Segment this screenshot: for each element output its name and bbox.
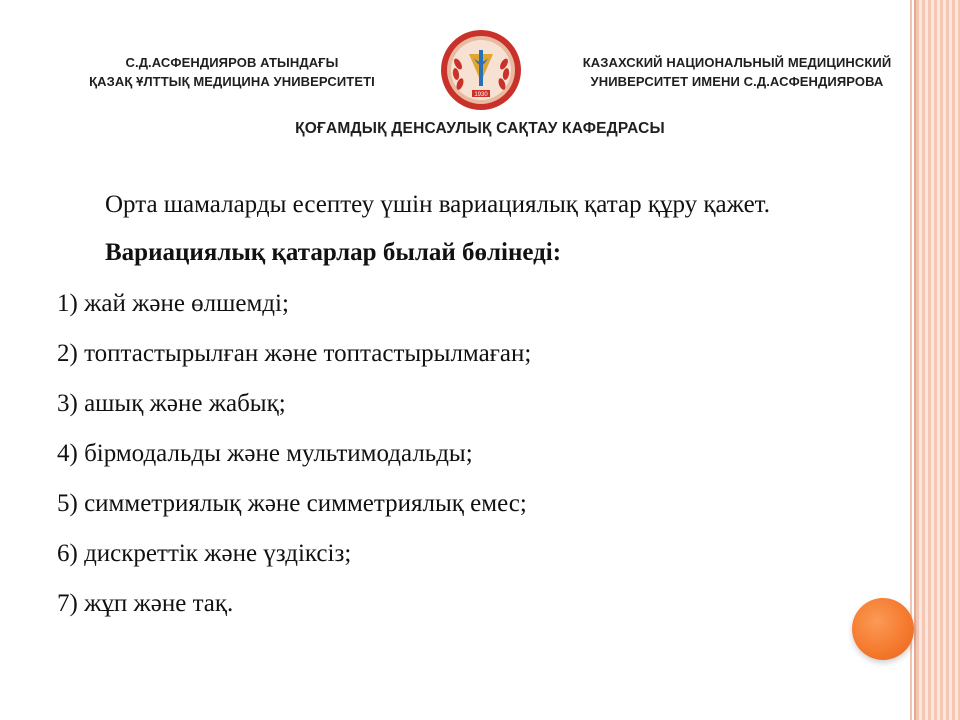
list-item: 3) ашық және жабық; <box>57 390 286 417</box>
list-heading: Вариациялық қатарлар былай бөлінеді: <box>105 239 562 266</box>
university-name-kazakh-line1: С.Д.АСФЕНДИЯРОВ АТЫНДАҒЫ <box>125 55 339 70</box>
logo-year: 1930 <box>474 92 488 98</box>
right-decorative-border <box>916 0 960 720</box>
list-item: 5) симметриялық және симметриялық емес; <box>57 490 527 517</box>
intro-paragraph: Орта шамаларды есептеу үшін вариациялық қатар құру қажет. <box>105 191 770 218</box>
university-name-russian <box>556 53 918 91</box>
department-title: ҚОҒАМДЫҚ ДЕНСАУЛЫҚ САҚТАУ КАФЕДРАСЫ <box>295 120 665 137</box>
university-name-kazakh <box>62 53 402 91</box>
list-item: 7) жұп және тақ. <box>57 590 234 617</box>
decorative-orange-circle <box>852 598 914 660</box>
border-line <box>910 0 912 720</box>
university-name-russian-line1: КАЗАХСКИЙ НАЦИОНАЛЬНЫЙ МЕДИЦИНСКИЙ <box>582 55 892 70</box>
list-item: 2) топтастырылған және топтастырылмаған; <box>57 340 532 367</box>
list-item: 6) дискреттік және үздіксіз; <box>57 540 352 567</box>
slide-body <box>57 186 877 629</box>
university-name-kazakh-line2: ҚАЗАҚ ҰЛТТЫҚ МЕДИЦИНА УНИВЕРСИТЕТІ <box>89 74 375 89</box>
list-item: 1) жай және өлшемді; <box>57 290 289 317</box>
list-item: 4) бірмодальды және мультимодальды; <box>57 440 473 467</box>
university-name-russian-line2: УНИВЕРСИТЕТ ИМЕНИ С.Д.АСФЕНДИЯРОВА <box>590 74 884 89</box>
university-logo <box>436 28 526 112</box>
